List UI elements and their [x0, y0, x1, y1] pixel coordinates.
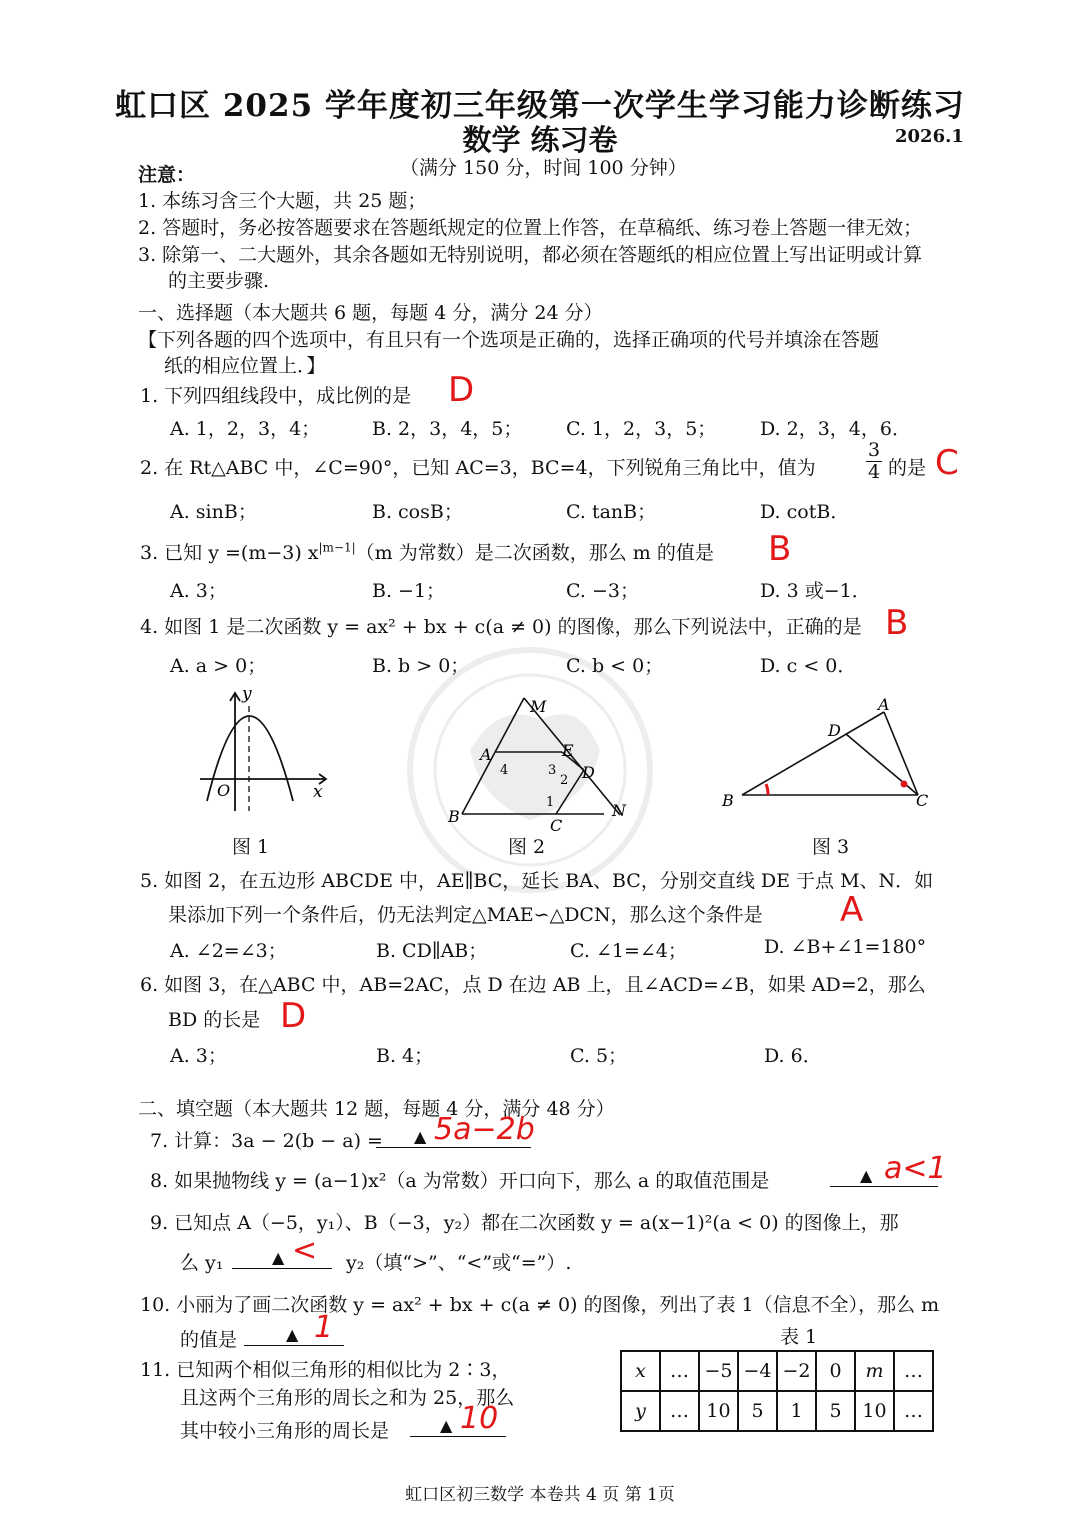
exam-title: 虹口区 2025 学年度初三年级第一次学生学习能力诊断练习	[115, 88, 965, 124]
table1-cell: …	[894, 1351, 933, 1391]
table1-cell: x	[621, 1351, 660, 1391]
q2-option-a: A. sinB；	[170, 501, 257, 523]
q2-stem: 2. 在 Rt△ABC 中，∠C=90°，已知 AC=3，BC=4，下列锐角三角比中，值为	[140, 457, 816, 479]
q4-option-c: C. b < 0；	[566, 655, 664, 677]
q7-blank-line	[376, 1112, 535, 1148]
table1-cell: m	[855, 1351, 894, 1391]
figure-2-pentagon	[440, 690, 640, 835]
q3-option-d: D. 3 或−1．	[760, 580, 871, 602]
q6-stem: 6. 如图 3，在△ABC 中，AB=2AC，点 D 在边 AB 上，且∠ACD=∠B，如果 AD=2，那么	[140, 974, 926, 996]
q2-option-b: B. cosB；	[372, 501, 463, 523]
fig2-angle-2: 2	[560, 773, 569, 788]
q4-answer: B	[885, 603, 909, 643]
q10-stem-pre: 的值是	[180, 1329, 238, 1351]
q1-option-c: C. 1，2，3，5；	[566, 418, 717, 440]
q7-answer: 5a−2b	[434, 1112, 535, 1147]
q7-marker: ▲	[414, 1127, 427, 1146]
fig2-angle-4: 4	[500, 763, 509, 778]
q6-stem-cont: BD 的长是	[168, 1009, 261, 1031]
fig2-label-e: E	[562, 741, 574, 760]
q1-answer: D	[448, 370, 475, 410]
q4-option-a: A. a > 0；	[170, 655, 267, 677]
table1-cell: 5	[738, 1391, 777, 1431]
q8-blank	[830, 1151, 947, 1191]
table1-cell: 0	[816, 1351, 855, 1391]
score-time: （满分 150 分，时间 100 分钟）	[400, 157, 687, 179]
note-1: 1. 本练习含三个大题，共 25 题；	[138, 190, 427, 212]
q11-marker: ▲	[440, 1416, 453, 1435]
section1-instruction-cont: 纸的相应位置上．】	[164, 355, 326, 377]
fig3-label-b: B	[722, 791, 734, 810]
table1-cell: −2	[777, 1351, 816, 1391]
figure-3-caption: 图 3	[812, 836, 850, 858]
table1-cell: −4	[738, 1351, 777, 1391]
table1-cell: y	[621, 1391, 660, 1431]
q2-fraction-den: 4	[868, 461, 881, 483]
section1-instruction: 【下列各题的四个选项中，有且只有一个选项是正确的，选择正确项的代号并填涂在答题	[138, 329, 880, 351]
q8-stem: 8. 如果抛物线 y = (a−1)x²（a 为常数）开口向下，那么 a 的取值范围是	[150, 1170, 770, 1192]
q1-option-b: B. 2，3，4，5；	[372, 418, 523, 440]
table1-cell: …	[660, 1351, 699, 1391]
table1-cell: −5	[699, 1351, 738, 1391]
q5-option-a: A. ∠2=∠3；	[170, 940, 287, 962]
q11-line1: 11. 已知两个相似三角形的相似比为 2∶3，	[140, 1359, 511, 1381]
figure-2-caption: 图 2	[508, 836, 546, 858]
table1-cell: …	[660, 1391, 699, 1431]
q8-answer: a<1	[884, 1151, 947, 1186]
q8-marker: ▲	[860, 1166, 873, 1185]
exam-subtitle: 数学 练习卷	[462, 123, 618, 157]
q4-option-b: B. b > 0；	[372, 655, 470, 677]
q3-answer: B	[768, 529, 792, 569]
q10-answer: 1	[314, 1310, 334, 1345]
table1-caption: 表 1	[780, 1326, 818, 1348]
q9-marker: ▲	[272, 1248, 285, 1267]
q10-blank-line	[244, 1310, 344, 1346]
q2-fraction	[866, 440, 882, 483]
q5-stem-cont: 果添加下列一个条件后，仍无法判定△MAE∽△DCN，那么这个条件是	[168, 904, 763, 926]
q9-stem-post: y₂（填“>”、“<”或“=”）.	[346, 1252, 572, 1274]
q3-option-a: A. 3；	[170, 580, 227, 602]
figure-1-caption: 图 1	[232, 836, 270, 858]
q11-blank	[410, 1401, 506, 1441]
q9-blank	[232, 1233, 332, 1273]
exam-date: 2026.1	[895, 126, 964, 147]
table1-row-x	[621, 1351, 933, 1391]
q2-option-d: D. cotB．	[760, 501, 850, 523]
q11-answer: 10	[460, 1401, 499, 1436]
note-3-cont: 的主要步骤.	[168, 270, 270, 292]
q3-option-c: C. −3；	[566, 580, 639, 602]
fig2-label-m: M	[530, 697, 547, 716]
q2-stem-tail: 的是	[888, 457, 927, 479]
fig1-label-x: x	[313, 782, 323, 802]
fig2-label-d: D	[582, 763, 595, 782]
notice-label: 注意：	[138, 164, 196, 186]
q11-line2: 且这两个三角形的周长之和为 25，那么	[180, 1387, 515, 1409]
q3-option-b: B. −1；	[372, 580, 446, 602]
q6-option-b: B. 4；	[376, 1045, 434, 1067]
note-2: 2. 答题时，务必按答题要求在答题纸规定的位置上作答，在草稿纸、练习卷上答题一律无效；	[138, 217, 923, 239]
q7-stem: 7. 计算：3a − 2(b − a) =	[150, 1130, 383, 1152]
q3-stem	[140, 538, 714, 565]
table1-cell: …	[894, 1391, 933, 1431]
q6-option-c: C. 5；	[570, 1045, 628, 1067]
figure-3-triangle	[718, 692, 943, 817]
q5-stem: 5. 如图 2，在五边形 ABCDE 中，AE∥BC，延长 BA、BC，分别交直线 DE 于点 M、N．如	[140, 870, 934, 892]
q9-blank-line	[232, 1233, 332, 1269]
q5-answer: A	[840, 890, 864, 930]
q11-line3: 其中较小三角形的周长是	[180, 1420, 390, 1442]
note-3: 3. 除第一、二大题外，其余各题如无特别说明，都必须在答题纸的相应位置上写出证明或计算	[138, 244, 923, 266]
fig2-label-a: A	[480, 745, 492, 764]
q6-answer: D	[280, 996, 307, 1036]
table-1	[620, 1350, 934, 1432]
table1-row-y	[621, 1391, 933, 1431]
q10-stem: 10. 小丽为了画二次函数 y = ax² + bx + c(a ≠ 0) 的图像，列出了表 1（信息不全），那么 m	[140, 1294, 940, 1316]
q1-stem: 1. 下列四组线段中，成比例的是	[140, 385, 412, 407]
q11-blank-line	[410, 1401, 506, 1437]
q4-stem: 4. 如图 1 是二次函数 y = ax² + bx + c(a ≠ 0) 的图像，那么下列说法中，正确的是	[140, 616, 862, 638]
q5-option-d: D. ∠B+∠1=180°	[764, 936, 927, 958]
fig2-angle-1: 1	[546, 795, 555, 810]
q2-option-c: C. tanB；	[566, 501, 657, 523]
q8-blank-line	[830, 1151, 947, 1187]
fig1-label-y: y	[242, 686, 252, 704]
fig3-label-c: C	[916, 791, 929, 810]
fig2-angle-3: 3	[548, 763, 557, 778]
table1-cell: 10	[855, 1391, 894, 1431]
q6-option-d: D. 6．	[764, 1045, 822, 1067]
q9-stem-pre: 么 y₁	[180, 1252, 224, 1274]
table1-cell: 5	[816, 1391, 855, 1431]
q9-answer: <	[292, 1233, 318, 1268]
q5-option-c: C. ∠1=∠4；	[570, 940, 687, 962]
fig1-label-o: O	[217, 781, 231, 800]
page-footer: 虹口区初三数学 本卷共 4 页 第 1页	[405, 1485, 675, 1505]
q10-marker: ▲	[286, 1325, 299, 1344]
q3-stem-tail: （m 为常数）是二次函数，那么 m 的值是	[355, 542, 714, 564]
table1-cell: 1	[777, 1391, 816, 1431]
q10-blank	[244, 1310, 344, 1350]
q2-answer: C	[935, 443, 959, 483]
q6-option-a: A. 3；	[170, 1045, 227, 1067]
fig2-label-n: N	[612, 801, 626, 820]
q7-blank	[376, 1112, 535, 1152]
section1-heading: 一、选择题（本大题共 6 题，每题 4 分，满分 24 分）	[138, 302, 603, 324]
q9-stem: 9. 已知点 A（−5，y₁）、B（−3，y₂）都在二次函数 y = a(x−1)²(a < 0) 的图像上，那	[150, 1212, 899, 1234]
q1-option-d: D. 2，3，4，6．	[760, 418, 911, 440]
fig2-label-c: C	[550, 816, 563, 835]
table1-cell: 10	[699, 1391, 738, 1431]
q3-stem-text: 3. 已知 y =(m−3) x	[140, 542, 319, 564]
fig3-label-a: A	[878, 695, 890, 714]
figure-1-parabola	[195, 686, 335, 816]
q5-option-b: B. CD∥AB；	[376, 940, 488, 962]
q3-exponent: |m−1|	[318, 540, 356, 555]
q2-fraction-num: 3	[868, 439, 881, 461]
q1-option-a: A. 1，2，3，4；	[170, 418, 321, 440]
fig3-label-d: D	[828, 721, 841, 740]
section2-heading: 二、填空题（本大题共 12 题，每题 4 分，满分 48 分）	[138, 1098, 615, 1120]
q4-option-d: D. c < 0．	[760, 655, 857, 677]
fig2-label-b: B	[448, 807, 460, 826]
